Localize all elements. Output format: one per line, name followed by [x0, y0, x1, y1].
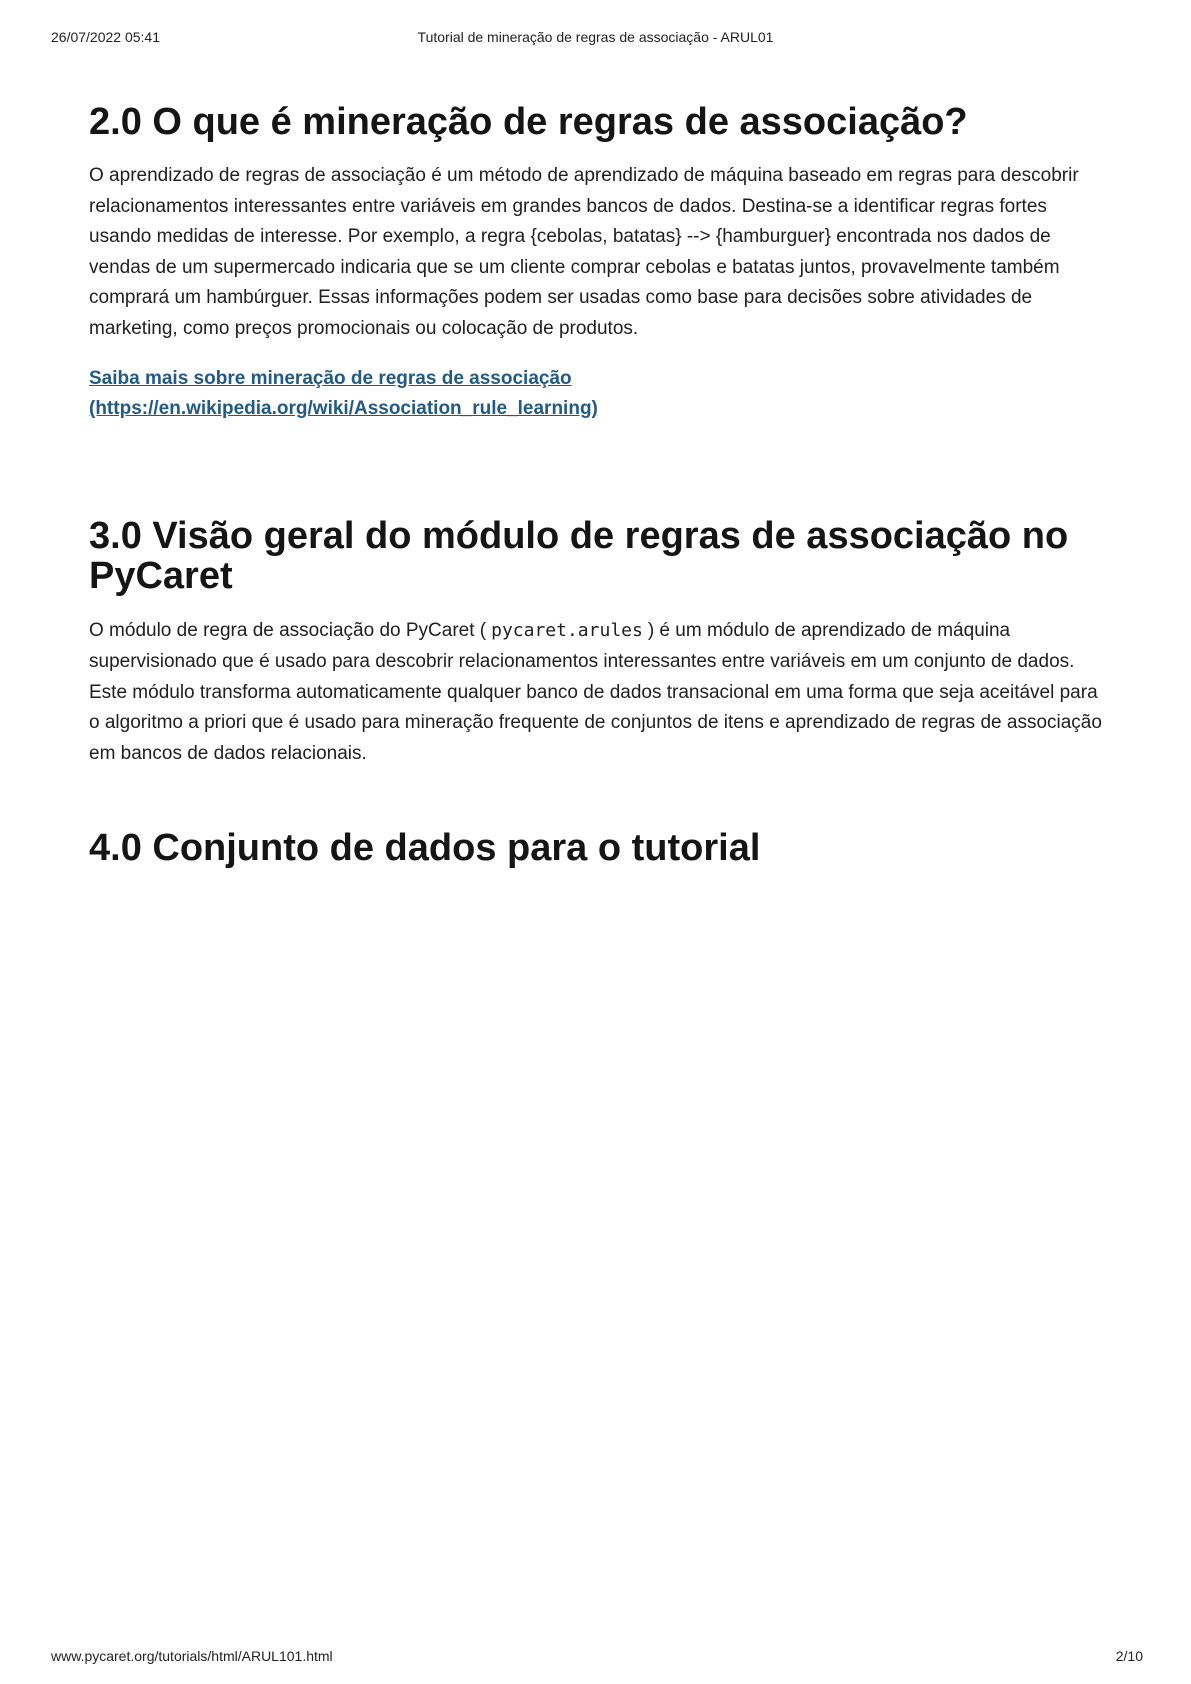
print-footer-url: www.pycaret.org/tutorials/html/ARUL101.html — [51, 1648, 333, 1664]
section-2-paragraph: O aprendizado de regras de associação é um método de aprendizado de máquina baseado em regras para descobrir relacionamentos interessantes entre variáveis em grandes bancos de dados. Destina-se a identificar regras fortes usando medidas de interesse. Por exemplo, a regra {cebolas, batatas} --> {hamburguer} encontrada nos dados de vendas de um supermercado indicaria que se um cliente comprar cebolas e batatas juntos, provavelmente também comprará um hambúrguer. Essas informações podem ser usadas como base para decisões sobre atividades de marketing, como preços promocionais ou colocação de produtos. — [89, 165, 1079, 339]
learn-more-link-url: (https://en.wikipedia.org/wiki/Association_rule_learning) — [89, 398, 598, 419]
section-2-heading: 2.0 O que é mineração de regras de associação? — [89, 101, 968, 143]
learn-more-link[interactable] — [89, 368, 598, 419]
section-3-text-before-code: O módulo de regra de associação do PyCaret ( — [89, 620, 487, 641]
print-document-title: Tutorial de mineração de regras de associação - ARUL01 — [417, 29, 774, 45]
inline-code-pycaret-arules: pycaret.arules — [491, 620, 643, 641]
print-page-number: 2/10 — [1115, 1648, 1143, 1664]
print-header — [0, 29, 1191, 49]
section-3-text-after-code: ) é um módulo de aprendizado de máquina supervisionado que é usado para descobrir relacionamentos interessantes entre variáveis em um conjunto de dados. Este módulo transforma automaticamente qualquer banco de dados transacional em uma forma que seja aceitável para o algoritmo a priori que é usado para mineração frequente de conjuntos de itens e aprendizado de regras de associação em bancos de dados relacionais. — [89, 620, 1102, 765]
section-3-heading: 3.0 Visão geral do módulo de regras de associação no PyCaret — [89, 515, 1069, 597]
page-content — [89, 90, 1104, 868]
section-4-heading: 4.0 Conjunto de dados para o tutorial — [89, 826, 761, 869]
print-datetime: 26/07/2022 05:41 — [51, 29, 160, 45]
section-3-paragraph — [89, 616, 1104, 770]
learn-more-link-text: Saiba mais sobre mineração de regras de associação — [89, 368, 572, 389]
wikipedia-link-block — [89, 364, 1104, 424]
print-footer — [0, 1648, 1191, 1668]
